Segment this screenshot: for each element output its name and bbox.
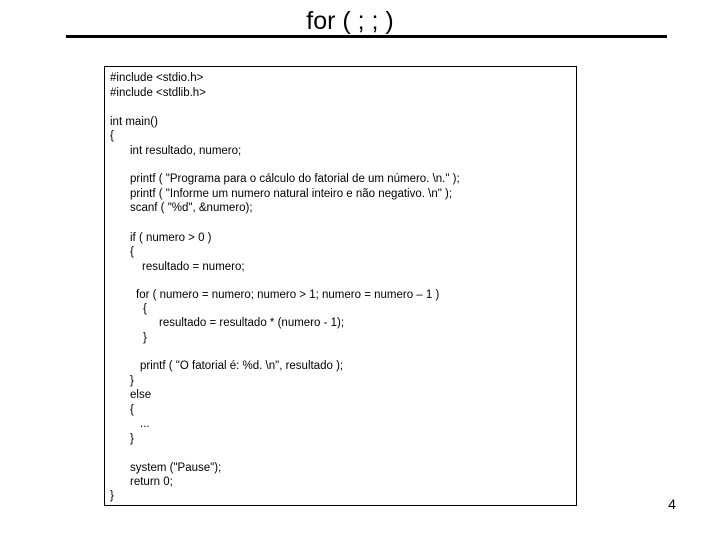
code-line: {	[130, 404, 134, 416]
code-line: {	[143, 303, 147, 315]
code-line: }	[130, 433, 134, 445]
code-line: for ( numero = numero; numero > 1; numero = numero – 1 )	[136, 289, 440, 301]
code-line: int main()	[110, 116, 158, 128]
code-line: if ( numero > 0 )	[130, 232, 212, 244]
code-line: {	[130, 246, 134, 258]
code-line: #include <stdio.h>	[110, 72, 204, 84]
code-line: scanf ( "%d", &numero);	[130, 202, 253, 214]
code-line: resultado = resultado * (numero - 1);	[159, 317, 345, 329]
page-number: 4	[668, 496, 676, 512]
code-line: {	[110, 130, 114, 142]
code-line: printf ( "Informe um numero natural inteiro e não negativo. \n" );	[130, 188, 453, 200]
slide-title: for ( ; ; )	[306, 7, 394, 35]
code-line: }	[110, 490, 114, 502]
code-line: int resultado, numero;	[130, 145, 242, 157]
title-underline	[66, 35, 667, 38]
code-line: system ("Pause");	[130, 462, 222, 474]
code-line: }	[143, 332, 147, 344]
code-line: return 0;	[130, 476, 173, 488]
code-listing	[104, 66, 577, 506]
code-line: printf ( "Programa para o cálculo do fatorial de um número. \n." );	[130, 173, 460, 185]
code-line: }	[130, 375, 134, 387]
code-line: resultado = numero;	[142, 261, 245, 273]
code-line: #include <stdlib.h>	[110, 87, 206, 99]
code-line: ...	[140, 418, 150, 430]
code-line: printf ( "O fatorial é: %d. \n", resultado );	[140, 360, 344, 372]
code-line: else	[130, 389, 152, 401]
